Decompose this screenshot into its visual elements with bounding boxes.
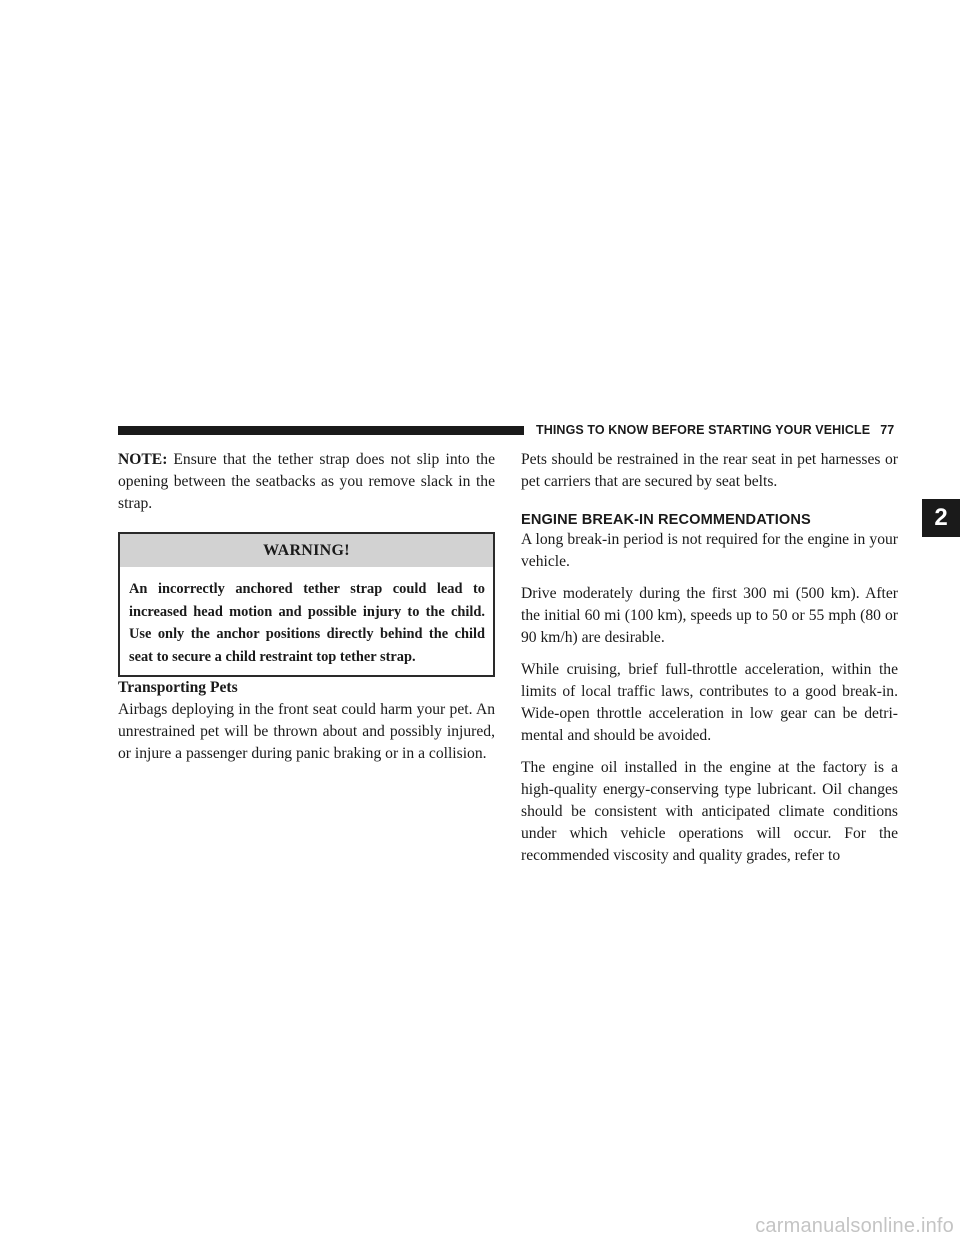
note-paragraph bbox=[118, 449, 495, 515]
running-header-title: THINGS TO KNOW BEFORE STARTING YOUR VEHICLE bbox=[536, 423, 871, 437]
note-label: NOTE: bbox=[118, 451, 168, 468]
break-in-paragraph-2: Drive moderately during the first 300 mi (500 km). After the initial 60 mi (100 km), speeds up to 50 or 55 mph (80 or 90 km/h) are desirable. bbox=[521, 585, 898, 646]
right-column bbox=[521, 449, 898, 867]
header-rule bbox=[118, 426, 524, 435]
watermark: carmanualsonline.info bbox=[755, 1215, 954, 1237]
break-in-paragraph-4: The engine oil installed in the engine at the factory is a high-quality energy-conserving type lubricant. Oil changes should be consistent with anticipated climate conditions under which vehicle operations will occur. For the recommended viscosity and quality grades, refer to bbox=[521, 759, 898, 864]
chapter-tab: 2 bbox=[922, 499, 960, 537]
break-in-paragraph-1: A long break-in period is not required for the engine in your vehicle. bbox=[521, 531, 898, 570]
page-number: 77 bbox=[880, 423, 895, 437]
break-in-paragraph-3: While cruising, brief full-throttle acceleration, within the limits of local traffic laws, contributes to a good break-in. Wide-open throttle acceleration in low gear can be detri-mental and should be avoided. bbox=[521, 661, 898, 744]
subheading-transporting-pets: Transporting Pets bbox=[118, 679, 238, 696]
warning-body: An incorrectly anchored tether strap could lead to increased head motion and possible injury to the child. Use only the anchor positions directly behind the child seat to secure a child restraint top tether strap. bbox=[129, 581, 485, 665]
left-column bbox=[118, 449, 495, 765]
pets-continued-paragraph: Pets should be restrained in the rear seat in pet harnesses or pet carriers that are secured by seat belts. bbox=[521, 451, 898, 490]
running-header bbox=[536, 423, 894, 437]
pets-paragraph: Airbags deploying in the front seat could harm your pet. An unrestrained pet will be thrown about and possibly injured, or injure a passenger during panic braking or in a collision. bbox=[118, 701, 495, 762]
warning-box bbox=[118, 532, 495, 677]
section-heading-engine-break-in: ENGINE BREAK-IN RECOMMENDATIONS bbox=[521, 512, 811, 528]
warning-title: WARNING! bbox=[120, 534, 493, 567]
note-text: Ensure that the tether strap does not slip into the opening between the seatbacks as you remove slack in the strap. bbox=[118, 451, 495, 512]
